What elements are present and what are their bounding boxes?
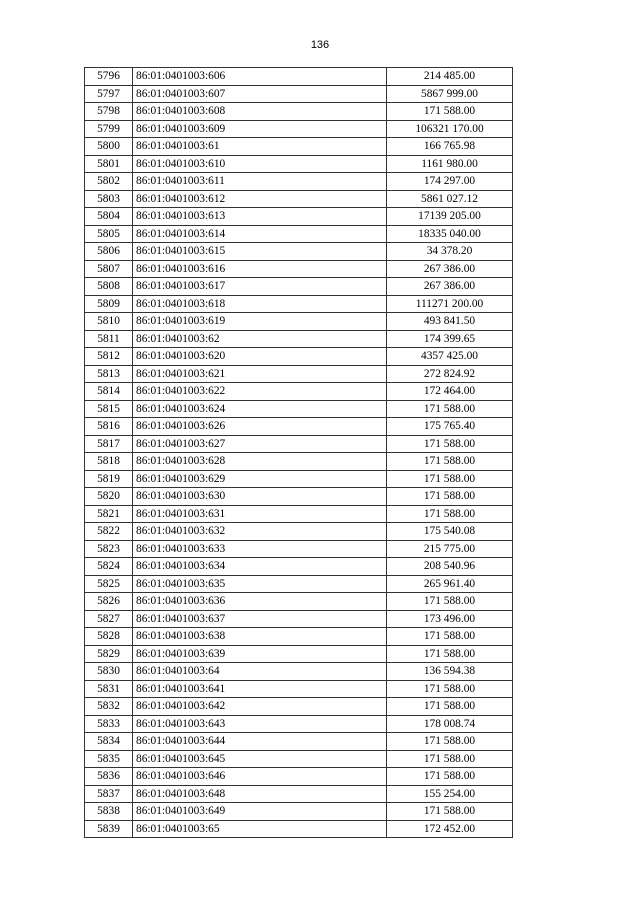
cadastral-value: 5867 999.00 <box>387 85 513 103</box>
row-number: 5821 <box>85 505 133 523</box>
cadastral-number: 86:01:0401003:611 <box>133 173 387 191</box>
cadastral-number: 86:01:0401003:615 <box>133 243 387 261</box>
cadastral-number: 86:01:0401003:630 <box>133 488 387 506</box>
cadastral-number: 86:01:0401003:626 <box>133 418 387 436</box>
cadastral-number: 86:01:0401003:609 <box>133 120 387 138</box>
cadastral-value: 172 464.00 <box>387 383 513 401</box>
row-number: 5796 <box>85 68 133 86</box>
cadastral-value: 267 386.00 <box>387 278 513 296</box>
row-number: 5835 <box>85 750 133 768</box>
table-row <box>85 733 513 751</box>
cadastral-value: 155 254.00 <box>387 785 513 803</box>
table-row <box>85 488 513 506</box>
cadastral-number: 86:01:0401003:648 <box>133 785 387 803</box>
row-number: 5812 <box>85 348 133 366</box>
table-row <box>85 453 513 471</box>
cadastral-number: 86:01:0401003:635 <box>133 575 387 593</box>
row-number: 5806 <box>85 243 133 261</box>
table-row <box>85 663 513 681</box>
row-number: 5801 <box>85 155 133 173</box>
table-row <box>85 768 513 786</box>
cadastral-value: 265 961.40 <box>387 575 513 593</box>
table-row <box>85 383 513 401</box>
cadastral-number: 86:01:0401003:649 <box>133 803 387 821</box>
cadastral-number: 86:01:0401003:631 <box>133 505 387 523</box>
table-row <box>85 243 513 261</box>
cadastral-number: 86:01:0401003:617 <box>133 278 387 296</box>
row-number: 5808 <box>85 278 133 296</box>
table-row <box>85 173 513 191</box>
cadastral-number: 86:01:0401003:641 <box>133 680 387 698</box>
table-row <box>85 208 513 226</box>
row-number: 5799 <box>85 120 133 138</box>
cadastral-number: 86:01:0401003:618 <box>133 295 387 313</box>
table-row <box>85 505 513 523</box>
row-number: 5824 <box>85 558 133 576</box>
cadastral-value: 166 765.98 <box>387 138 513 156</box>
row-number: 5800 <box>85 138 133 156</box>
cadastral-value: 171 588.00 <box>387 768 513 786</box>
cadastral-value: 136 594.38 <box>387 663 513 681</box>
cadastral-value: 267 386.00 <box>387 260 513 278</box>
page-number: 136 <box>310 39 330 51</box>
cadastral-number: 86:01:0401003:646 <box>133 768 387 786</box>
cadastral-value: 171 588.00 <box>387 103 513 121</box>
cadastral-value: 171 588.00 <box>387 803 513 821</box>
table-body <box>85 68 513 838</box>
row-number: 5832 <box>85 698 133 716</box>
cadastral-value: 5861 027.12 <box>387 190 513 208</box>
row-number: 5819 <box>85 470 133 488</box>
table-row <box>85 278 513 296</box>
table-row <box>85 348 513 366</box>
table-row <box>85 365 513 383</box>
row-number: 5828 <box>85 628 133 646</box>
cadastral-value: 171 588.00 <box>387 750 513 768</box>
table-row <box>85 558 513 576</box>
table-row <box>85 138 513 156</box>
table-row <box>85 628 513 646</box>
row-number: 5818 <box>85 453 133 471</box>
row-number: 5817 <box>85 435 133 453</box>
row-number: 5816 <box>85 418 133 436</box>
table-row <box>85 260 513 278</box>
cadastral-number: 86:01:0401003:629 <box>133 470 387 488</box>
cadastral-value: 171 588.00 <box>387 733 513 751</box>
row-number: 5833 <box>85 715 133 733</box>
row-number: 5839 <box>85 820 133 838</box>
cadastral-value: 172 452.00 <box>387 820 513 838</box>
row-number: 5829 <box>85 645 133 663</box>
cadastral-value: 106321 170.00 <box>387 120 513 138</box>
cadastral-value: 17139 205.00 <box>387 208 513 226</box>
table-row <box>85 190 513 208</box>
cadastral-value: 215 775.00 <box>387 540 513 558</box>
row-number: 5820 <box>85 488 133 506</box>
row-number: 5827 <box>85 610 133 628</box>
table-row <box>85 85 513 103</box>
row-number: 5830 <box>85 663 133 681</box>
cadastral-value: 171 588.00 <box>387 435 513 453</box>
row-number: 5807 <box>85 260 133 278</box>
cadastral-number: 86:01:0401003:639 <box>133 645 387 663</box>
row-number: 5810 <box>85 313 133 331</box>
cadastral-value: 272 824.92 <box>387 365 513 383</box>
cadastral-number: 86:01:0401003:627 <box>133 435 387 453</box>
row-number: 5809 <box>85 295 133 313</box>
cadastral-number: 86:01:0401003:64 <box>133 663 387 681</box>
table-row <box>85 820 513 838</box>
cadastral-value: 171 588.00 <box>387 593 513 611</box>
cadastral-value: 214 485.00 <box>387 68 513 86</box>
cadastral-value: 175 540.08 <box>387 523 513 541</box>
cadastral-value: 171 588.00 <box>387 680 513 698</box>
table-row <box>85 435 513 453</box>
row-number: 5822 <box>85 523 133 541</box>
table-row <box>85 715 513 733</box>
cadastral-value: 171 588.00 <box>387 505 513 523</box>
cadastral-value: 111271 200.00 <box>387 295 513 313</box>
table-row <box>85 418 513 436</box>
cadastral-number: 86:01:0401003:636 <box>133 593 387 611</box>
row-number: 5805 <box>85 225 133 243</box>
cadastral-value: 173 496.00 <box>387 610 513 628</box>
row-number: 5814 <box>85 383 133 401</box>
cadastral-value: 174 399.65 <box>387 330 513 348</box>
row-number: 5797 <box>85 85 133 103</box>
cadastral-value-table <box>84 67 513 838</box>
cadastral-value: 4357 425.00 <box>387 348 513 366</box>
cadastral-number: 86:01:0401003:637 <box>133 610 387 628</box>
table-row <box>85 470 513 488</box>
table-row <box>85 225 513 243</box>
cadastral-number: 86:01:0401003:606 <box>133 68 387 86</box>
row-number: 5834 <box>85 733 133 751</box>
table-row <box>85 593 513 611</box>
row-number: 5802 <box>85 173 133 191</box>
cadastral-value: 171 588.00 <box>387 645 513 663</box>
table-row <box>85 400 513 418</box>
table-row <box>85 68 513 86</box>
cadastral-number: 86:01:0401003:633 <box>133 540 387 558</box>
cadastral-number: 86:01:0401003:616 <box>133 260 387 278</box>
cadastral-number: 86:01:0401003:61 <box>133 138 387 156</box>
cadastral-number: 86:01:0401003:613 <box>133 208 387 226</box>
table-row <box>85 313 513 331</box>
cadastral-value: 493 841.50 <box>387 313 513 331</box>
table-row <box>85 295 513 313</box>
cadastral-number: 86:01:0401003:624 <box>133 400 387 418</box>
cadastral-number: 86:01:0401003:619 <box>133 313 387 331</box>
cadastral-number: 86:01:0401003:608 <box>133 103 387 121</box>
row-number: 5803 <box>85 190 133 208</box>
table-row <box>85 803 513 821</box>
cadastral-value: 178 008.74 <box>387 715 513 733</box>
row-number: 5836 <box>85 768 133 786</box>
cadastral-value: 171 588.00 <box>387 628 513 646</box>
cadastral-number: 86:01:0401003:62 <box>133 330 387 348</box>
table-row <box>85 575 513 593</box>
cadastral-value: 34 378.20 <box>387 243 513 261</box>
table-row <box>85 645 513 663</box>
table-row <box>85 750 513 768</box>
cadastral-value: 175 765.40 <box>387 418 513 436</box>
cadastral-value: 174 297.00 <box>387 173 513 191</box>
row-number: 5811 <box>85 330 133 348</box>
cadastral-number: 86:01:0401003:610 <box>133 155 387 173</box>
row-number: 5831 <box>85 680 133 698</box>
cadastral-value: 18335 040.00 <box>387 225 513 243</box>
cadastral-number: 86:01:0401003:634 <box>133 558 387 576</box>
table-row <box>85 523 513 541</box>
table-row <box>85 698 513 716</box>
cadastral-value: 171 588.00 <box>387 488 513 506</box>
row-number: 5813 <box>85 365 133 383</box>
cadastral-number: 86:01:0401003:642 <box>133 698 387 716</box>
table-row <box>85 680 513 698</box>
cadastral-value: 1161 980.00 <box>387 155 513 173</box>
cadastral-value: 171 588.00 <box>387 453 513 471</box>
table-row <box>85 103 513 121</box>
cadastral-value: 171 588.00 <box>387 698 513 716</box>
row-number: 5825 <box>85 575 133 593</box>
cadastral-number: 86:01:0401003:607 <box>133 85 387 103</box>
cadastral-number: 86:01:0401003:643 <box>133 715 387 733</box>
table-row <box>85 610 513 628</box>
cadastral-number: 86:01:0401003:644 <box>133 733 387 751</box>
cadastral-value: 171 588.00 <box>387 470 513 488</box>
cadastral-number: 86:01:0401003:628 <box>133 453 387 471</box>
row-number: 5815 <box>85 400 133 418</box>
table-row <box>85 330 513 348</box>
table-row <box>85 120 513 138</box>
cadastral-number: 86:01:0401003:632 <box>133 523 387 541</box>
cadastral-number: 86:01:0401003:621 <box>133 365 387 383</box>
row-number: 5826 <box>85 593 133 611</box>
cadastral-number: 86:01:0401003:614 <box>133 225 387 243</box>
table-row <box>85 785 513 803</box>
row-number: 5804 <box>85 208 133 226</box>
table-row <box>85 155 513 173</box>
cadastral-number: 86:01:0401003:65 <box>133 820 387 838</box>
cadastral-number: 86:01:0401003:612 <box>133 190 387 208</box>
cadastral-number: 86:01:0401003:638 <box>133 628 387 646</box>
row-number: 5837 <box>85 785 133 803</box>
row-number: 5798 <box>85 103 133 121</box>
cadastral-number: 86:01:0401003:620 <box>133 348 387 366</box>
row-number: 5838 <box>85 803 133 821</box>
cadastral-number: 86:01:0401003:645 <box>133 750 387 768</box>
cadastral-number: 86:01:0401003:622 <box>133 383 387 401</box>
cadastral-value: 171 588.00 <box>387 400 513 418</box>
cadastral-value: 208 540.96 <box>387 558 513 576</box>
table-row <box>85 540 513 558</box>
row-number: 5823 <box>85 540 133 558</box>
